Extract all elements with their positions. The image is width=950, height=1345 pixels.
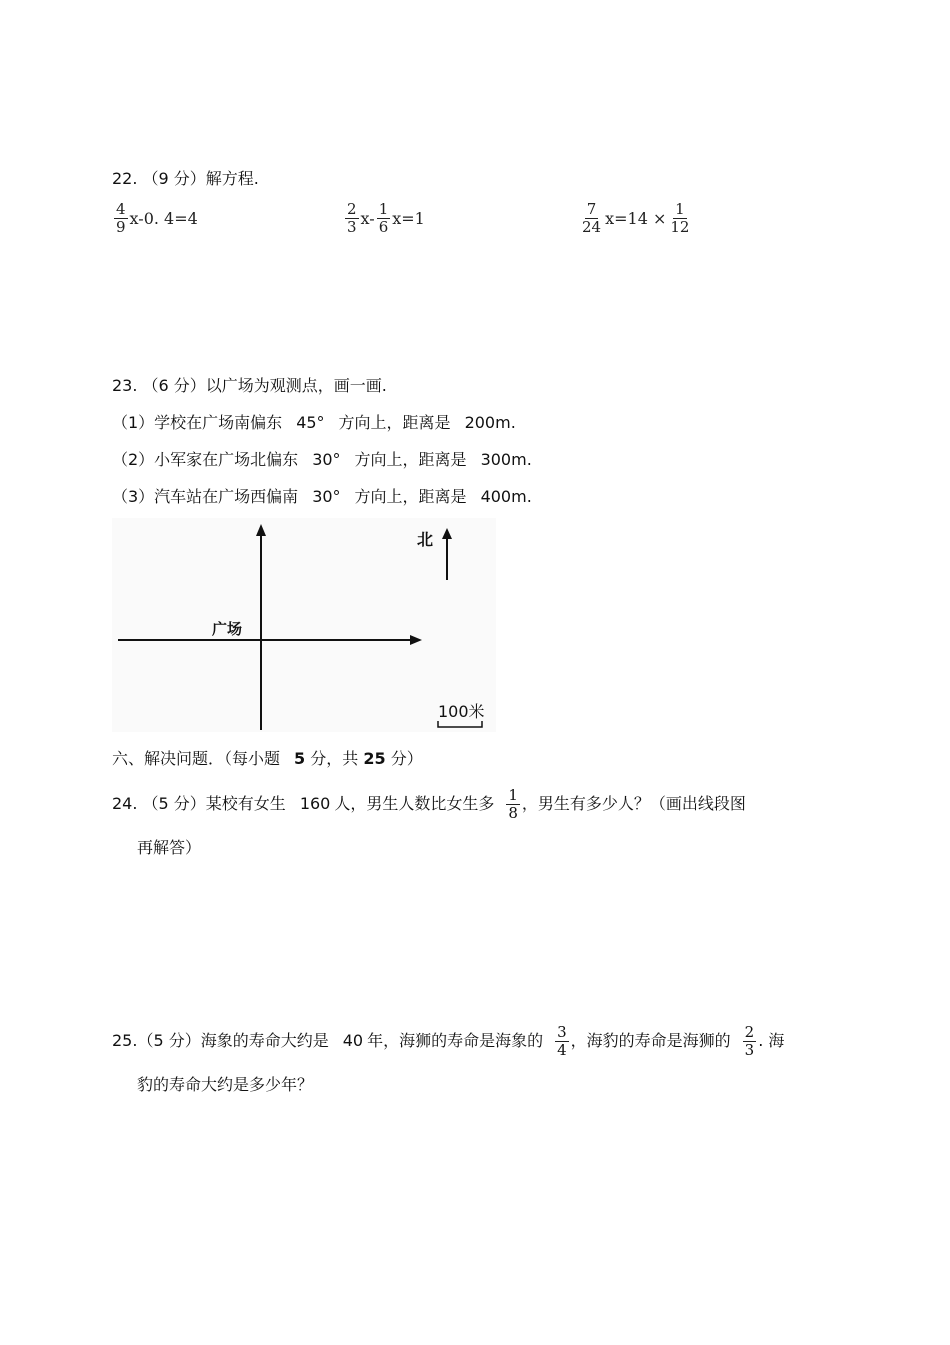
- fraction: $\frac{2}{3}$: [744, 1022, 755, 1059]
- q23-title: 23. （6 分）以广场为观测点，画一画.: [112, 376, 387, 395]
- fraction: $\frac{3}{4}$: [557, 1022, 567, 1059]
- q24-text-line-2: 再解答）: [137, 838, 202, 857]
- q23-item-1: （1）学校在广场南偏东 45° 方向上，距离是 200m.: [112, 413, 516, 432]
- scale-label: 100米: [438, 702, 485, 721]
- section-6-heading: 六、解决问题．（每小题 5 分，共 25 分）: [112, 749, 423, 768]
- plaza-label: 广场: [212, 620, 243, 638]
- q25-text-line-2: 豹的寿命大约是多少年？: [137, 1075, 314, 1094]
- q22-equation-2: $\frac{2}{3}$ x- $\frac{1}{6}$ x=1: [347, 200, 425, 236]
- fraction: $\frac{4}{9}$: [116, 200, 126, 236]
- fraction: $\frac{1}{12}$: [670, 200, 690, 236]
- q25-text: 25.（5 分）海象的寿命大约是 40 年，海狮的寿命是海象的 $\frac{3}{4}$ ，海豹的寿命是海狮的 $\frac{2}{3}$ . 海: [112, 1022, 785, 1059]
- observation-diagram: [112, 518, 496, 732]
- q23-item-3: （3）汽车站在广场西偏南 30° 方向上，距离是 400m.: [112, 487, 532, 506]
- fraction: $\frac{7}{24}$: [582, 200, 602, 236]
- q22-equation-3: $\frac{7}{24}$ x=14 × $\frac{1}{12}$: [582, 200, 690, 236]
- fraction: $\frac{1}{6}$: [378, 200, 389, 236]
- fraction: $\frac{2}{3}$: [347, 200, 357, 236]
- north-label: 北: [417, 530, 434, 549]
- q23-item-2: （2）小军家在广场北偏东 30° 方向上，距离是 300m.: [112, 450, 532, 469]
- q22-equation-1: $\frac{4}{9}$ x-0. 4=4: [116, 200, 198, 236]
- fraction: $\frac{1}{8}$: [508, 785, 518, 822]
- diagram-background: [112, 518, 496, 732]
- q22-title: 22. （9 分）解方程.: [112, 169, 259, 188]
- q24-text: 24. （5 分）某校有女生 160 人，男生人数比女生多 $\frac{1}{8}$ ，男生有多少人？（画出线段图: [112, 785, 746, 822]
